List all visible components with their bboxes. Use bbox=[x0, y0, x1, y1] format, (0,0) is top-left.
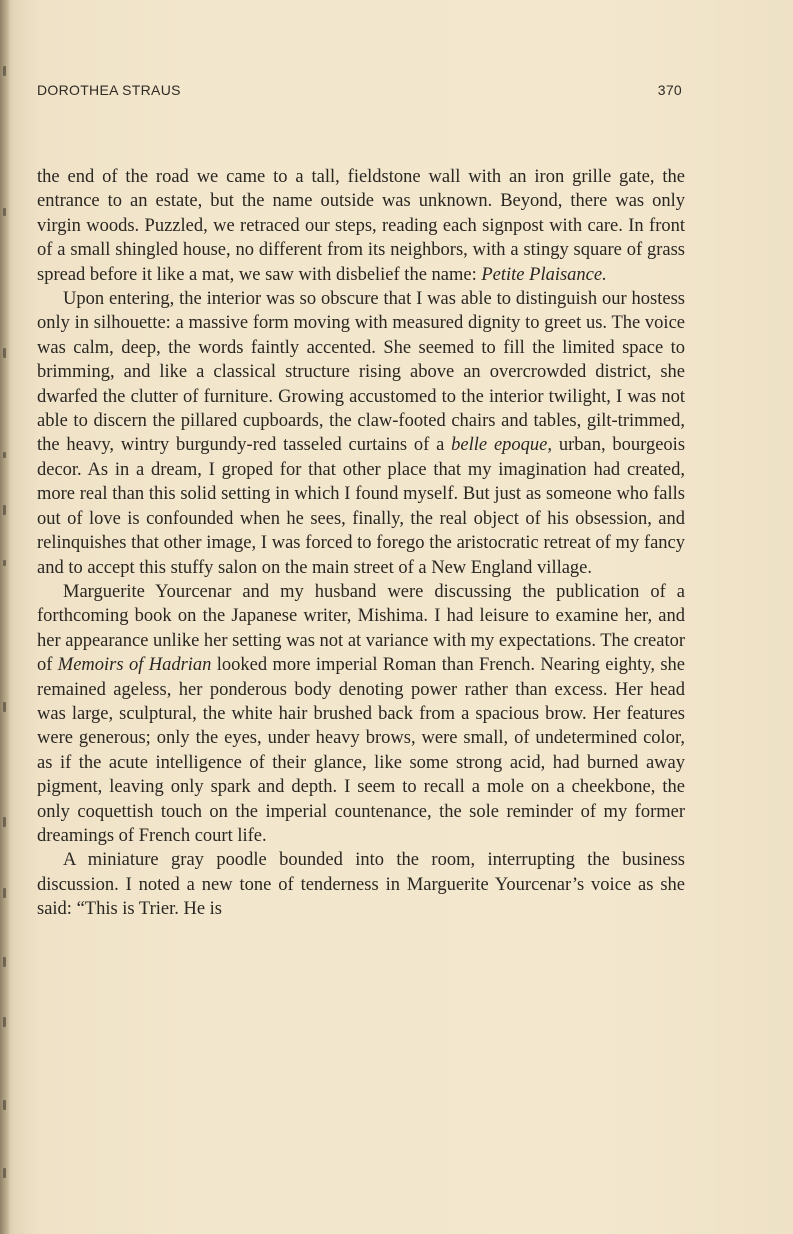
page-header bbox=[37, 82, 682, 102]
paragraph-2-italic-phrase: belle epoque, bbox=[451, 435, 552, 456]
running-head: DOROTHEA STRAUS bbox=[37, 82, 181, 98]
paragraph-2-text-b: urban, bourgeois decor. As in a dream, I groped for that other place that my imagination had created, more real than this solid setting in which I found myself. But just as someone who falls out of love is confounded when he sees, finally, the real object of his obsession, and relinquishes that other image, I was forced to forego the aristocratic retreat of my fancy and to accept this stuffy salon on the main street of a New England village. bbox=[37, 435, 686, 578]
page-number: 370 bbox=[657, 82, 682, 98]
paragraph-3-italic-title: Memoirs of Hadrian bbox=[57, 655, 212, 676]
gutter-marks bbox=[3, 0, 11, 1234]
paragraph-1-text: the end of the road we came to a tall, fieldstone wall with an iron grille gate, the entrance to an estate, but the name outside was unknown. Beyond, there was only virgin woods. Puzzled, we retraced our steps, reading each signpost with care. In front of a small shingled house, no different from its neighbors, with a stingy square of grass spread before it like a mat, we saw with disbelief the name: bbox=[37, 167, 685, 285]
paragraph-2 bbox=[37, 287, 685, 580]
paragraph-2-text-a: Upon entering, the interior was so obscure that I was able to distinguish our hostess only in silhouette: a massive form moving with measured dignity to greet us. The voice was calm, deep, the words faintly accented. She seemed to fill the limited space to brimming, and like a classical structure rising above an overcrowded district, she dwarfed the clutter of furniture. Growing accustomed to the interior twilight, I was not able to discern the pillared cupboards, the claw-footed chairs and tables, gilt-trimmed, the heavy, wintry burgundy-red tasseled curtains of a bbox=[37, 289, 685, 456]
body-text bbox=[37, 165, 685, 922]
paragraph-1-italic-title: Petite Plaisance. bbox=[481, 264, 607, 285]
paragraph-4 bbox=[37, 848, 685, 921]
paragraph-4-text: A miniature gray poodle bounded into the room, interrupting the business discussion. I noted a new tone of tenderness in Marguerite Yourcenar’s voice as she said: “This is Trier. He is bbox=[37, 850, 685, 920]
paragraph-3 bbox=[37, 580, 685, 848]
paragraph-1 bbox=[37, 165, 685, 287]
paragraph-3-text-b: looked more imperial Roman than French. Nearing eighty, she remained ageless, her ponderous body denoting power rather than excess. Her head was large, sculptural, the white hair brushed back from a spacious brow. Her features were generous; only the eyes, under heavy brows, were small, of undetermined color, as if the acute intelligence of their glance, like some strong acid, had burned away pigment, leaving only spark and depth. I seem to recall a mole on a cheekbone, the only coquettish touch on the imperial countenance, the sole reminder of my former dreamings of French court life. bbox=[37, 655, 685, 846]
paragraph-3-text-a: Marguerite Yourcenar and my husband were discussing the publication of a forthcoming book on the Japanese writer, Mishima. I had leisure to examine her, and her appearance unlike her setting was not at variance with my expectations. The creator of bbox=[37, 581, 685, 676]
